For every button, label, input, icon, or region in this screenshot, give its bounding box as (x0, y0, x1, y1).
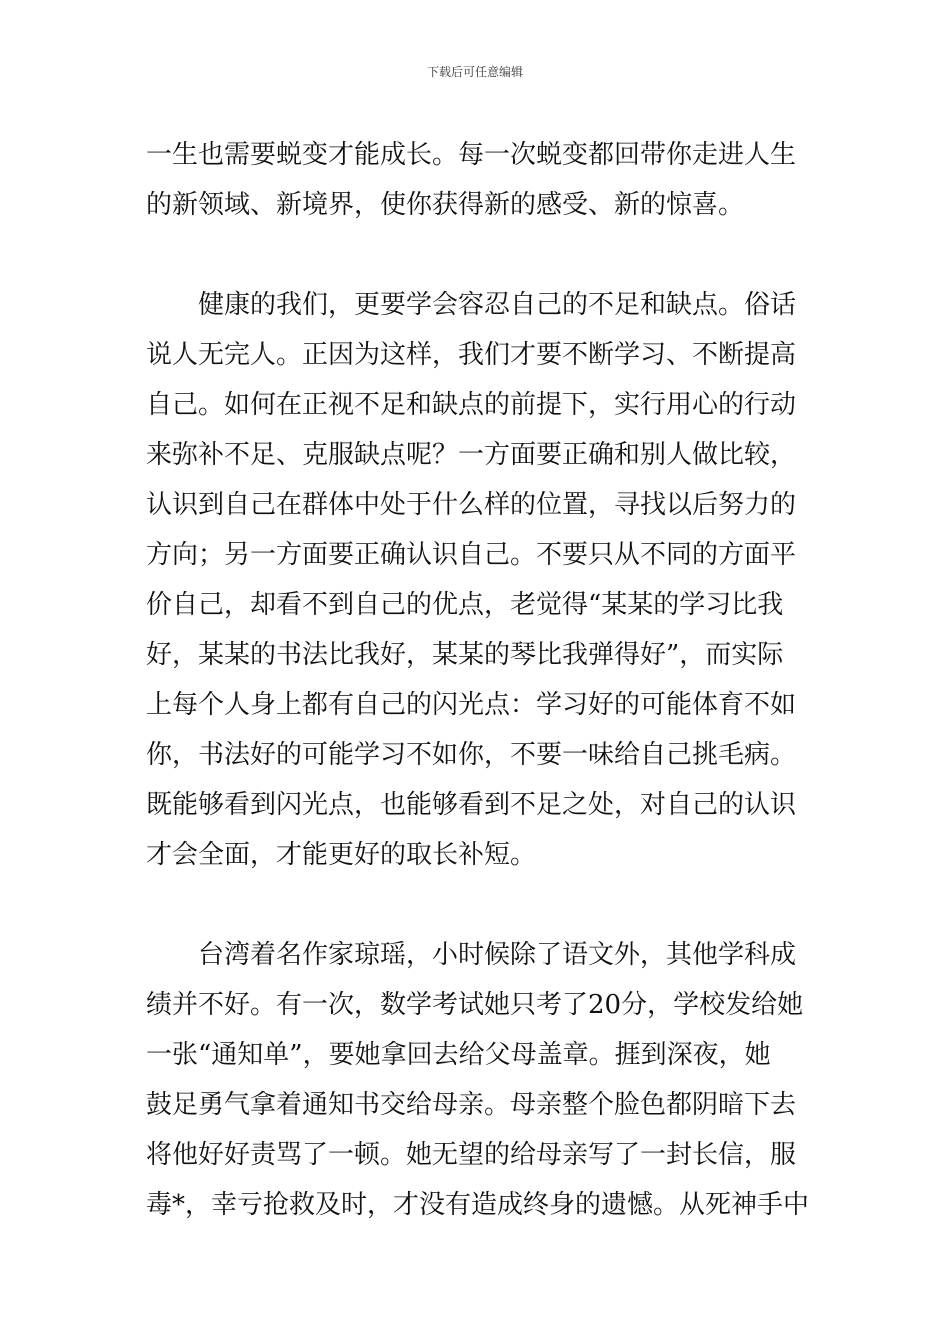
text-line: 才会全面，才能更好的取长补短。 (146, 840, 537, 870)
text-line: 来弥补不足、克服缺点呢？一方面要正确和别人做比较， (146, 440, 797, 470)
document-body (146, 130, 810, 1230)
text-line: 一张“通知单”，要她拿回去给父母盖章。捱到深夜，她 (146, 1040, 771, 1070)
paragraph-gap (146, 230, 810, 280)
text-line: 健康的我们，更要学会容忍自己的不足和缺点。俗话 (198, 290, 797, 320)
text-line: 绩并不好。有一次，数学考试她只考了20分，学校发给她 (146, 990, 804, 1020)
text-line: 自己。如何在正视不足和缺点的前提下，实行用心的行动 (146, 390, 797, 420)
text-line: 毒*，幸亏抢救及时，才没有造成终身的遗憾。从死神手中 (146, 1190, 810, 1220)
text-line: 说人无完人。正因为这样，我们才要不断学习、不断提高 (146, 340, 797, 370)
text-line: 鼓足勇气拿着通知书交给母亲。母亲整个脸色都阴暗下去 (146, 1090, 797, 1120)
paragraph-3 (146, 930, 810, 1230)
text-line: 一生也需要蜕变才能成长。每一次蜕变都回带你走进人生 (146, 140, 797, 170)
paragraph-1 (146, 130, 810, 230)
text-line: 好，某某的书法比我好，某某的琴比我弹得好”，而实际 (146, 640, 784, 670)
page-header: 下载后可任意编辑 (426, 65, 523, 79)
paragraph-2 (146, 280, 810, 880)
paragraph-gap (146, 880, 810, 930)
text-line: 认识到自己在群体中处于什么样的位置，寻找以后努力的 (146, 490, 797, 520)
text-line: 将他好好责骂了一顿。她无望的给母亲写了一封长信，服 (146, 1140, 797, 1170)
text-line: 你，书法好的可能学习不如你，不要一味给自己挑毛病。 (146, 740, 797, 770)
text-line: 台湾着名作家琼瑶，小时候除了语文外，其他学科成 (198, 940, 797, 970)
text-line: 上每个人身上都有自己的闪光点：学习好的可能体育不如 (146, 690, 797, 720)
text-line: 价自己，却看不到自己的优点，老觉得“某某的学习比我 (146, 590, 784, 620)
text-line: 既能够看到闪光点，也能够看到不足之处，对自己的认识 (146, 790, 797, 820)
text-line: 方向；另一方面要正确认识自己。不要只从不同的方面平 (146, 540, 797, 570)
text-line: 的新领域、新境界，使你获得新的感受、新的惊喜。 (146, 190, 745, 220)
